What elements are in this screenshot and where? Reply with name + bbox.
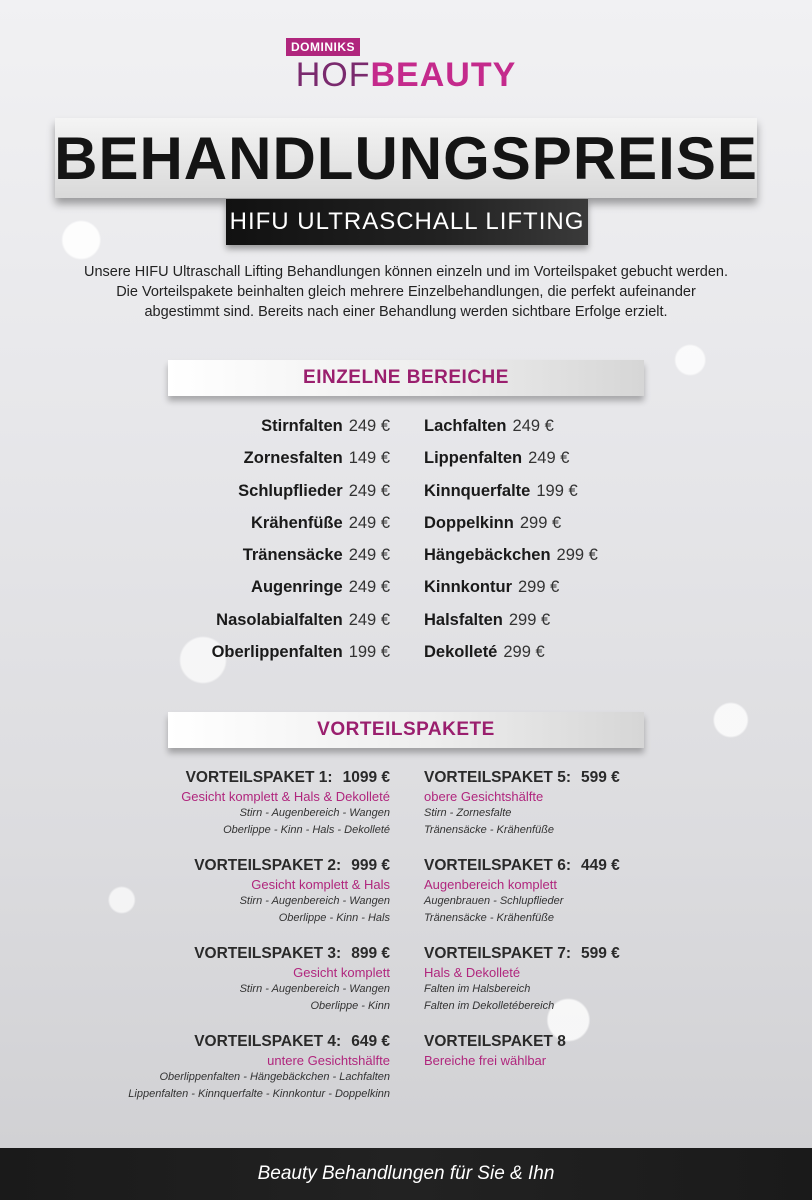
price-row <box>424 410 598 442</box>
package-detail: Oberlippe - Kinn - Hals - Dekolleté <box>223 824 390 836</box>
package-price: 1099 € <box>342 769 390 786</box>
package-subtitle: Hals & Dekolleté <box>424 965 521 980</box>
package-price: 999 € <box>351 857 390 874</box>
package-item <box>70 768 390 856</box>
price-row <box>212 604 390 636</box>
treatment-name: Tränensäcke <box>242 546 343 565</box>
package-name: VORTEILSPAKET 5: <box>424 769 571 786</box>
package-item <box>424 768 744 856</box>
package-item <box>70 944 390 1032</box>
treatment-price: 299 € <box>518 578 560 597</box>
package-subtitle: Bereiche frei wählbar <box>424 1053 547 1068</box>
price-row <box>212 571 390 603</box>
package-subtitle: Gesicht komplett & Hals <box>251 877 390 892</box>
treatment-price: 149 € <box>348 449 390 468</box>
package-name: VORTEILSPAKET 1: <box>185 769 333 786</box>
intro-line: Unsere HIFU Ultraschall Lifting Behandlungen können einzeln und im Vorteilspaket gebucht werden. <box>83 264 729 280</box>
treatment-name: Doppelkinn <box>424 513 514 532</box>
price-row <box>212 539 390 571</box>
price-column-right <box>424 410 598 668</box>
treatment-price: 249 € <box>512 417 554 435</box>
package-name: VORTEILSPAKET 2: <box>194 857 342 874</box>
section-vorteil <box>168 712 644 748</box>
package-detail: Augenbrauen - Schlupflieder <box>424 895 564 907</box>
package-item <box>424 856 744 944</box>
price-row <box>424 604 598 636</box>
treatment-price: 249 € <box>348 481 390 500</box>
logo-beauty: BEAUTY <box>370 56 517 94</box>
price-row <box>424 442 598 474</box>
price-row <box>424 539 598 571</box>
treatment-name: Lippenfalten <box>424 449 523 468</box>
treatment-price: 249 € <box>348 578 390 597</box>
section-einzelne <box>168 360 644 396</box>
package-column-right <box>424 768 744 1120</box>
price-row <box>212 636 390 668</box>
price-row <box>424 507 598 539</box>
package-title <box>424 768 744 788</box>
package-detail: Falten im Halsbereich <box>424 983 531 995</box>
logo-hof: HOF <box>295 56 371 94</box>
price-row <box>212 410 390 442</box>
treatment-price: 249 € <box>348 513 390 532</box>
treatment-name: Lachfalten <box>424 417 507 435</box>
package-price: 449 € <box>580 857 620 874</box>
price-row <box>424 475 598 507</box>
treatment-name: Dekolleté <box>424 643 498 662</box>
logo-tag: DOMINIKS <box>286 38 360 56</box>
package-detail: Falten im Dekolletébereich <box>424 1000 555 1012</box>
logo-wordmark <box>0 58 812 92</box>
package-price: 599 € <box>580 769 620 786</box>
treatment-price: 249 € <box>348 546 390 565</box>
package-detail: Stirn - Augenbereich - Wangen <box>239 807 390 819</box>
treatment-name: Schlupflieder <box>238 481 343 500</box>
package-subtitle: Gesicht komplett & Hals & Dekolleté <box>181 789 390 804</box>
package-subtitle: obere Gesichtshälfte <box>424 789 544 804</box>
treatment-price: 299 € <box>556 546 598 565</box>
price-row <box>212 442 390 474</box>
treatment-name: Zornesfalten <box>243 449 343 468</box>
footer-banner <box>0 1148 812 1200</box>
treatment-name: Stirnfalten <box>261 417 343 435</box>
package-detail: Oberlippe - Kinn <box>310 1000 390 1012</box>
price-row <box>212 507 390 539</box>
package-title <box>424 1032 744 1052</box>
package-item <box>70 856 390 944</box>
package-item <box>424 944 744 1032</box>
intro-line: Die Vorteilspakete beinhalten gleich mehrere Einzelbehandlungen, die perfekt aufeinander <box>116 284 696 300</box>
price-row <box>424 571 598 603</box>
package-item <box>424 1032 744 1120</box>
package-detail: Lippenfalten - Kinnquerfalte - Kinnkontur - Doppelkinn <box>128 1088 390 1100</box>
package-title <box>70 1032 390 1052</box>
subtitle-banner <box>226 199 588 245</box>
treatment-price: 249 € <box>348 417 390 435</box>
package-item <box>70 1032 390 1120</box>
package-title <box>70 768 390 788</box>
package-price: 649 € <box>351 1033 390 1050</box>
treatment-price: 199 € <box>536 481 578 500</box>
treatment-name: Nasolabialfalten <box>216 610 343 629</box>
price-row <box>212 475 390 507</box>
treatment-price: 299 € <box>503 643 545 662</box>
package-name: VORTEILSPAKET 6: <box>424 857 571 874</box>
package-name: VORTEILSPAKET 3: <box>194 945 342 962</box>
package-name: VORTEILSPAKET 4: <box>194 1033 342 1050</box>
treatment-price: 249 € <box>528 449 570 468</box>
package-column-left <box>70 768 390 1120</box>
package-price: 599 € <box>580 945 620 962</box>
price-row <box>424 636 598 668</box>
treatment-name: Kinnquerfalte <box>424 481 531 500</box>
treatment-name: Augenringe <box>251 578 343 597</box>
treatment-price: 249 € <box>348 610 390 629</box>
package-detail: Stirn - Augenbereich - Wangen <box>239 895 390 907</box>
package-subtitle: untere Gesichtshälfte <box>267 1053 390 1068</box>
treatment-name: Oberlippenfalten <box>211 643 343 662</box>
section-heading: EINZELNE BEREICHE <box>303 367 509 388</box>
treatment-price: 199 € <box>348 643 390 662</box>
package-detail: Oberlippe - Kinn - Hals <box>278 912 390 924</box>
package-subtitle: Augenbereich komplett <box>424 877 557 892</box>
package-detail: Stirn - Augenbereich - Wangen <box>239 983 390 995</box>
package-name: VORTEILSPAKET 7: <box>424 945 571 962</box>
package-price: 899 € <box>351 945 390 962</box>
package-detail: Tränensäcke - Krähenfüße <box>424 824 555 836</box>
package-name: VORTEILSPAKET 8 <box>424 1033 566 1050</box>
footer-text: Beauty Behandlungen für Sie & Ihn <box>257 1163 555 1184</box>
package-subtitle: Gesicht komplett <box>293 965 390 980</box>
package-title <box>424 944 744 964</box>
treatment-price: 299 € <box>508 610 551 629</box>
price-column-left <box>212 410 390 668</box>
treatment-name: Halsfalten <box>424 610 503 629</box>
page-subtitle: HIFU ULTRASCHALL LIFTING <box>229 208 585 235</box>
package-detail: Oberlippenfalten - Hängebäckchen - Lachfalten <box>159 1071 390 1083</box>
intro-line: abgestimmt sind. Bereits nach einer Behandlung werden sichtbare Erfolge erzielt. <box>144 304 668 320</box>
treatment-price: 299 € <box>519 513 562 532</box>
title-banner <box>55 118 757 198</box>
treatment-name: Kinnkontur <box>424 578 512 597</box>
treatment-name: Hängebäckchen <box>424 546 551 565</box>
intro-text <box>40 262 772 322</box>
package-detail: Stirn - Zornesfalte <box>424 807 512 819</box>
package-detail: Tränensäcke - Krähenfüße <box>424 912 555 924</box>
package-title <box>424 856 744 876</box>
package-title <box>70 944 390 964</box>
section-heading: VORTEILSPAKETE <box>317 719 495 740</box>
package-title <box>70 856 390 876</box>
treatment-name: Krähenfüße <box>251 513 343 532</box>
page-title: BEHANDLUNGSPREISE <box>54 124 758 192</box>
brand-logo <box>0 38 812 92</box>
